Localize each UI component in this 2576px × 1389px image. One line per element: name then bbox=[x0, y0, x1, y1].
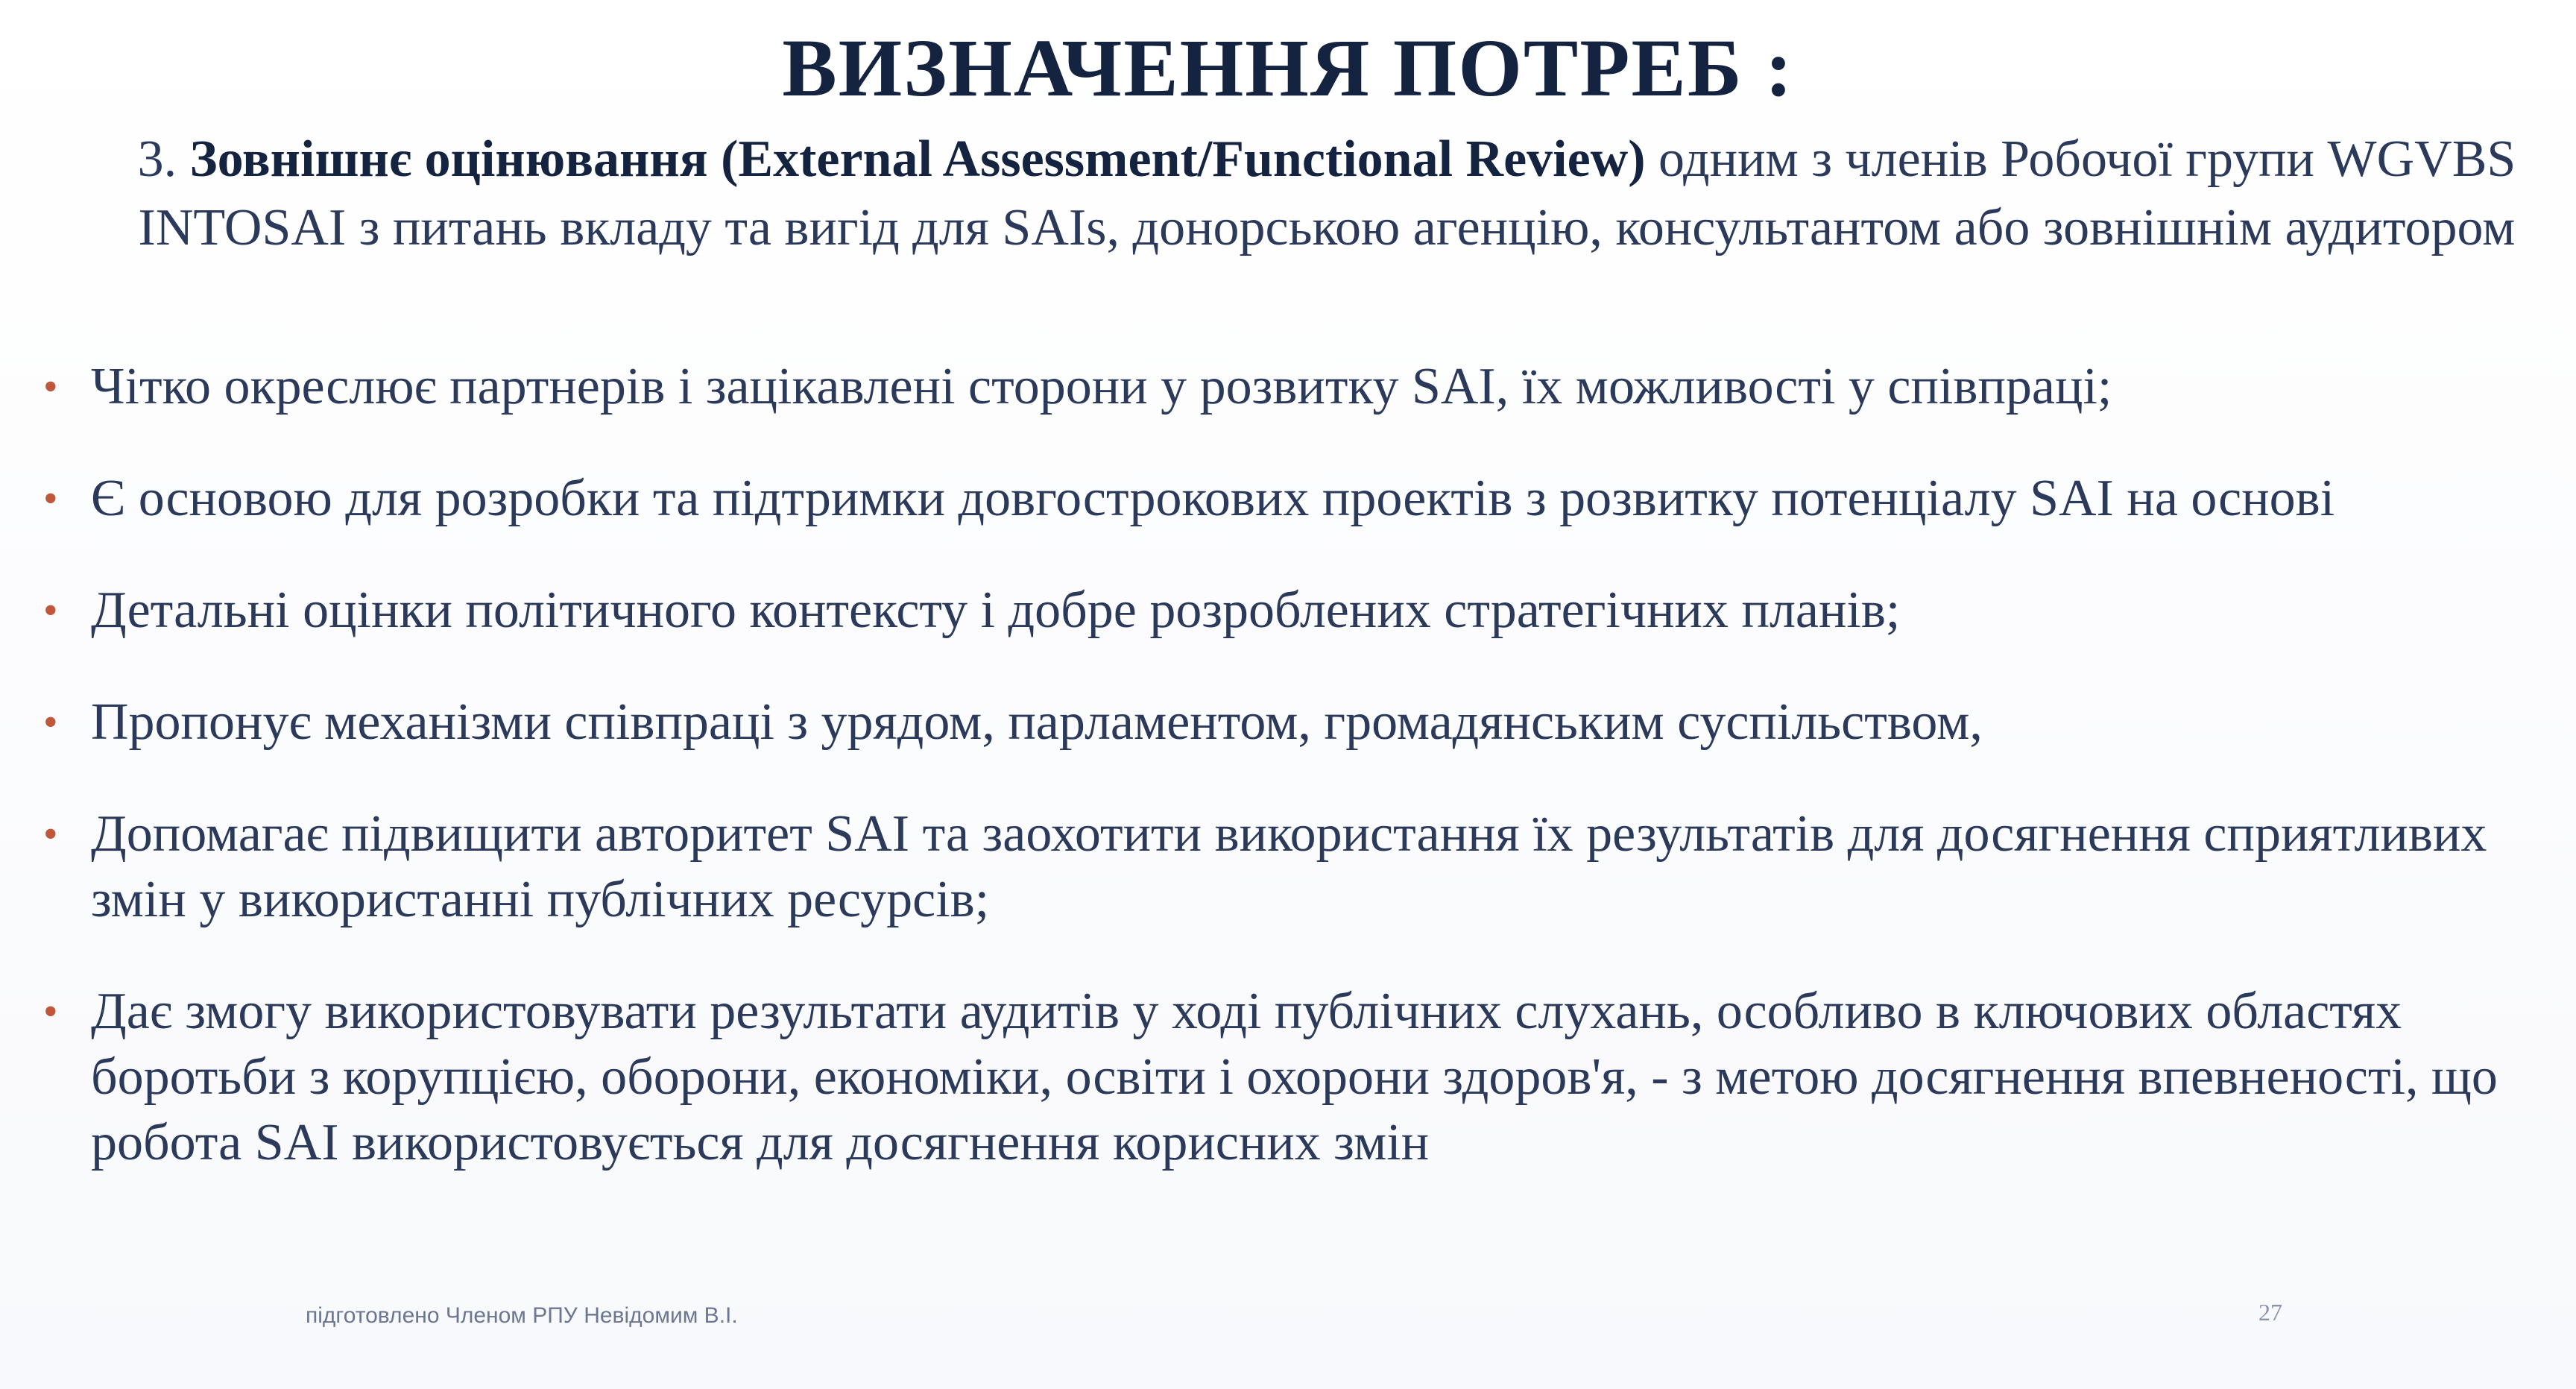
bullet-item bbox=[36, 801, 2548, 933]
bullet-item bbox=[36, 690, 2548, 755]
bullet-text: Дає змогу використовувати результати аудитів у ході публічних слухань, особливо в ключових областях боротьби з корупцією, оборони, економіки, освіти і охорони здоров'я, - з метою досягнення впевненості, що робота SAI використовується для досягнення корисних змін bbox=[91, 983, 2498, 1171]
bullet-item bbox=[36, 979, 2548, 1176]
page-number: 27 bbox=[2258, 1299, 2282, 1326]
bullet-list bbox=[36, 354, 2548, 1176]
bullet-item bbox=[36, 578, 2548, 643]
bullet-text: Є основою для розробки та підтримки довгострокових проектів з розвитку потенціалу SAI на основі bbox=[91, 470, 2335, 527]
bullet-marker: • bbox=[43, 699, 58, 746]
intro-rest-text: одним з членів Робочої групи WGVBS INTOSAI з питань вкладу та вигід для SAIs, донорською агенцію, консультантом або зовнішнім аудитором bbox=[138, 130, 2516, 256]
bullet-marker: • bbox=[43, 811, 58, 857]
slide-title: ВИЗНАЧЕННЯ ПОТРЕБ : bbox=[782, 22, 1794, 113]
footer-author: підготовлено Членом РПУ Невідомим В.І. bbox=[306, 1303, 738, 1328]
intro-paragraph bbox=[134, 125, 2519, 262]
bullet-text: Допомагає підвищити авторитет SAI та заохотити використання їх результатів для досягнення сприятливих змін у використанні публічних ресурсів; bbox=[91, 805, 2487, 928]
intro-bold-text: Зовнішнє оцінювання (External Assessment/Functional Review) bbox=[189, 130, 1646, 188]
bullet-text: Чітко окреслює партнерів і зацікавлені сторони у розвитку SAI, їх можливості у співпраці; bbox=[91, 358, 2112, 415]
intro-number: 3. bbox=[137, 130, 177, 188]
bullet-marker: • bbox=[43, 364, 58, 410]
bullet-text: Пропонує механізми співпраці з урядом, парламентом, громадянським суспільством, bbox=[91, 693, 1983, 751]
bullet-item bbox=[36, 354, 2548, 420]
bullet-marker: • bbox=[43, 989, 58, 1035]
bullet-item bbox=[36, 466, 2548, 532]
bullet-text: Детальні оцінки політичного контексту і добре розроблених стратегічних планів; bbox=[91, 582, 1901, 639]
bullet-marker: • bbox=[43, 588, 58, 634]
bullet-marker: • bbox=[43, 476, 58, 522]
